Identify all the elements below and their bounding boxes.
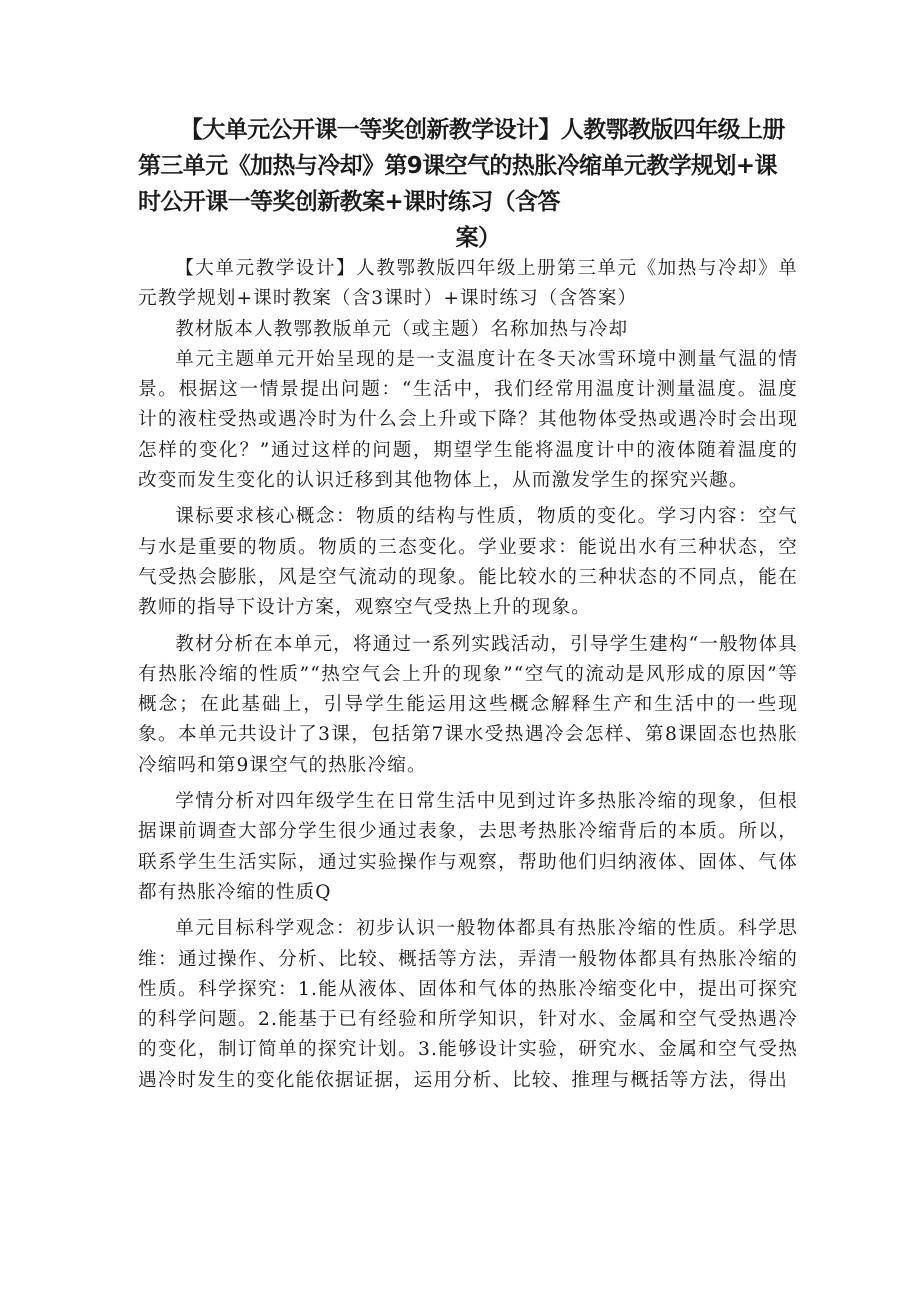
title-text: 【大单元公开课一等奖创新教学设计】人教鄂教版四年级上册第三单元《加热与冷却》第9课空气的热胀冷缩单元教学规划+课时公开课一等奖创新教案+课时练习（含答: [138, 117, 785, 215]
paragraph-learner-analysis: 学情分析对四年级学生在日常生活中见到过许多热胀冷缩的现象，但根据课前调查大部分学生很少通过表象，去思考热胀冷缩背后的本质。所以，联系学生生活实际，通过实验操作与观察，帮助他们归纳液体、固体、气体都有热胀冷缩的性质Q: [138, 791, 798, 903]
paragraph-textbook-analysis: 教材分析在本单元，将通过一系列实践活动，引导学生建构“一般物体具有热胀冷缩的性质”“热空气会上升的现象”“空气的流动是风形成的原因”等概念；在此基础上，引导学生能运用这些概念解释生产和生活中的一些现象。本单元共设计了3课，包括第7课水受热遇冷会怎样、第8课固态也热胀冷缩吗和第9课空气的热胀冷缩。: [138, 633, 798, 776]
paragraph-intro: 【大单元教学设计】人教鄂教版四年级上册第三单元《加热与冷却》单元教学规划+课时教案（含3课时）+课时练习（含答案）: [138, 258, 798, 310]
title-text-end: 案）: [455, 225, 501, 251]
paragraph-unit-theme: 单元主题单元开始呈现的是一支温度计在冬天冰雪环境中测量气温的情景。根据这一情景提出问题：“生活中，我们经常用温度计测量温度。温度计的液柱受热或遇冷时为什么会上升或下降？其他物体受热或遇冷时会出现怎样的变化？”通过这样的问题，期望学生能将温度计中的液体随着温度的改变而发生变化的认识迁移到其他物体上，从而激发学生的探究兴趣。: [138, 348, 798, 492]
document-body: [138, 254, 798, 1102]
document-title: [138, 112, 798, 256]
paragraph-unit-objectives: 单元目标科学观念：初步认识一般物体都具有热胀冷缩的性质。科学思维：通过操作、分析、比较、概括等方法，弄清一般物体都具有热胀冷缩的性质。科学探究：1.能从液体、固体和气体的热胀冷缩变化中，提出可探究的科学问题。2.能基于已有经验和所学知识，针对水、金属和空气受热遇冷的变化，制订简单的探究计划。3.能够设计实验，研究水、金属和空气受热遇冷时发生的变化能依据证据，运用分析、比较、推理与概括等方法，得出: [138, 918, 798, 1091]
paragraph-textbook-version: 教材版本人教鄂教版单元（或主题）名称加热与冷却: [175, 318, 629, 340]
paragraph-curriculum-requirements: 课标要求核心概念：物质的结构与性质，物质的变化。学习内容：空气与水是重要的物质。物质的三态变化。学业要求：能说出水有三种状态，空气受热会膨胀，风是空气流动的现象。能比较水的三种状态的不同点，能在教师的指导下设计方案，观察空气受热上升的现象。: [138, 506, 798, 619]
